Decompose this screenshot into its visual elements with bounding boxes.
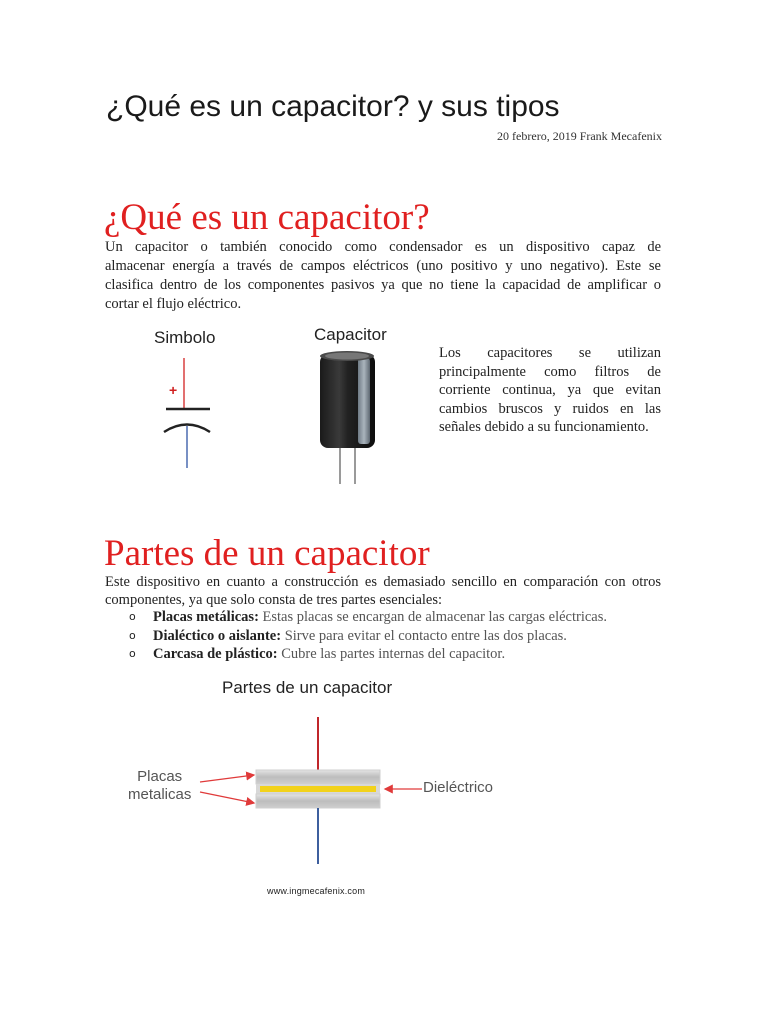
item-term: Carcasa de plástico:	[153, 646, 278, 662]
side-line: corriente continua, ya que evitan	[439, 382, 661, 398]
side-paragraph	[439, 344, 661, 437]
list-item	[129, 627, 607, 646]
parts-intro	[105, 573, 661, 609]
side-line: principalmente como filtros de	[439, 363, 661, 380]
intro-line: almacenar energía a través de campos eléctricos (uno positivo y uno negativo). Este se	[105, 258, 661, 274]
page-title: ¿Qué es un capacitor? y sus tipos	[106, 90, 560, 123]
symbol-label: Simbolo	[154, 328, 216, 347]
section-heading-parts: Partes de un capacitor	[104, 533, 430, 574]
item-desc: Cubre las partes internas del capacitor.	[277, 646, 506, 662]
parts-intro-line: Este dispositivo en cuanto a construcción es demasiado sencillo en comparación con otros	[105, 574, 661, 590]
intro-line: Un capacitor o también conocido como condensador es un dispositivo capaz de	[105, 239, 661, 255]
plates-label-line: Placas	[137, 768, 183, 785]
diagram-title: Partes de un capacitor	[222, 678, 393, 697]
plus-sign: +	[169, 382, 178, 398]
hollow-bullet-icon: o	[129, 610, 136, 623]
list-item	[129, 608, 607, 627]
side-line: cambios bruscos y ruidos en las	[439, 400, 661, 417]
watermark: www.ingmecafenix.com	[267, 886, 366, 896]
item-desc: Sirve para evitar el contacto entre las dos placas.	[281, 627, 567, 644]
section-heading-what-is: ¿Qué es un capacitor?	[104, 197, 430, 238]
list-item	[129, 645, 607, 664]
capacitor-parts-drawing	[120, 672, 540, 902]
plates-label-line: metalicas	[128, 786, 192, 803]
parts-list	[129, 608, 607, 664]
item-term: Dialéctico o aislante:	[153, 627, 282, 644]
item-desc: Estas placas se encargan de almacenar las cargas eléctricas.	[258, 609, 607, 625]
capacitor-label: Capacitor	[314, 325, 387, 344]
intro-line: cortar el flujo eléctrico.	[105, 296, 242, 312]
capacitor-drawings	[140, 320, 400, 490]
capacitor-symbol-icon	[164, 358, 210, 468]
hollow-bullet-icon: o	[129, 628, 136, 642]
side-line: señales debido a su funcionamiento.	[439, 419, 649, 435]
byline: 20 febrero, 2019 Frank Mecafenix	[497, 129, 662, 143]
parts-diagram	[120, 672, 540, 902]
side-line: Los capacitores se utilizan	[439, 345, 661, 361]
dielectric-label: Dieléctrico	[423, 779, 494, 796]
intro-paragraph	[105, 238, 661, 314]
intro-line: clasifica dentro de los componentes pasivos ya que no tiene la capacidad de amplificar o	[105, 277, 661, 293]
item-term: Placas metálicas:	[153, 609, 259, 625]
hollow-bullet-icon: o	[129, 647, 136, 660]
capacitor-figure	[140, 320, 400, 490]
electrolytic-capacitor-icon	[320, 351, 375, 484]
parts-intro-line: componentes, ya que solo consta de tres partes esenciales:	[105, 592, 443, 608]
